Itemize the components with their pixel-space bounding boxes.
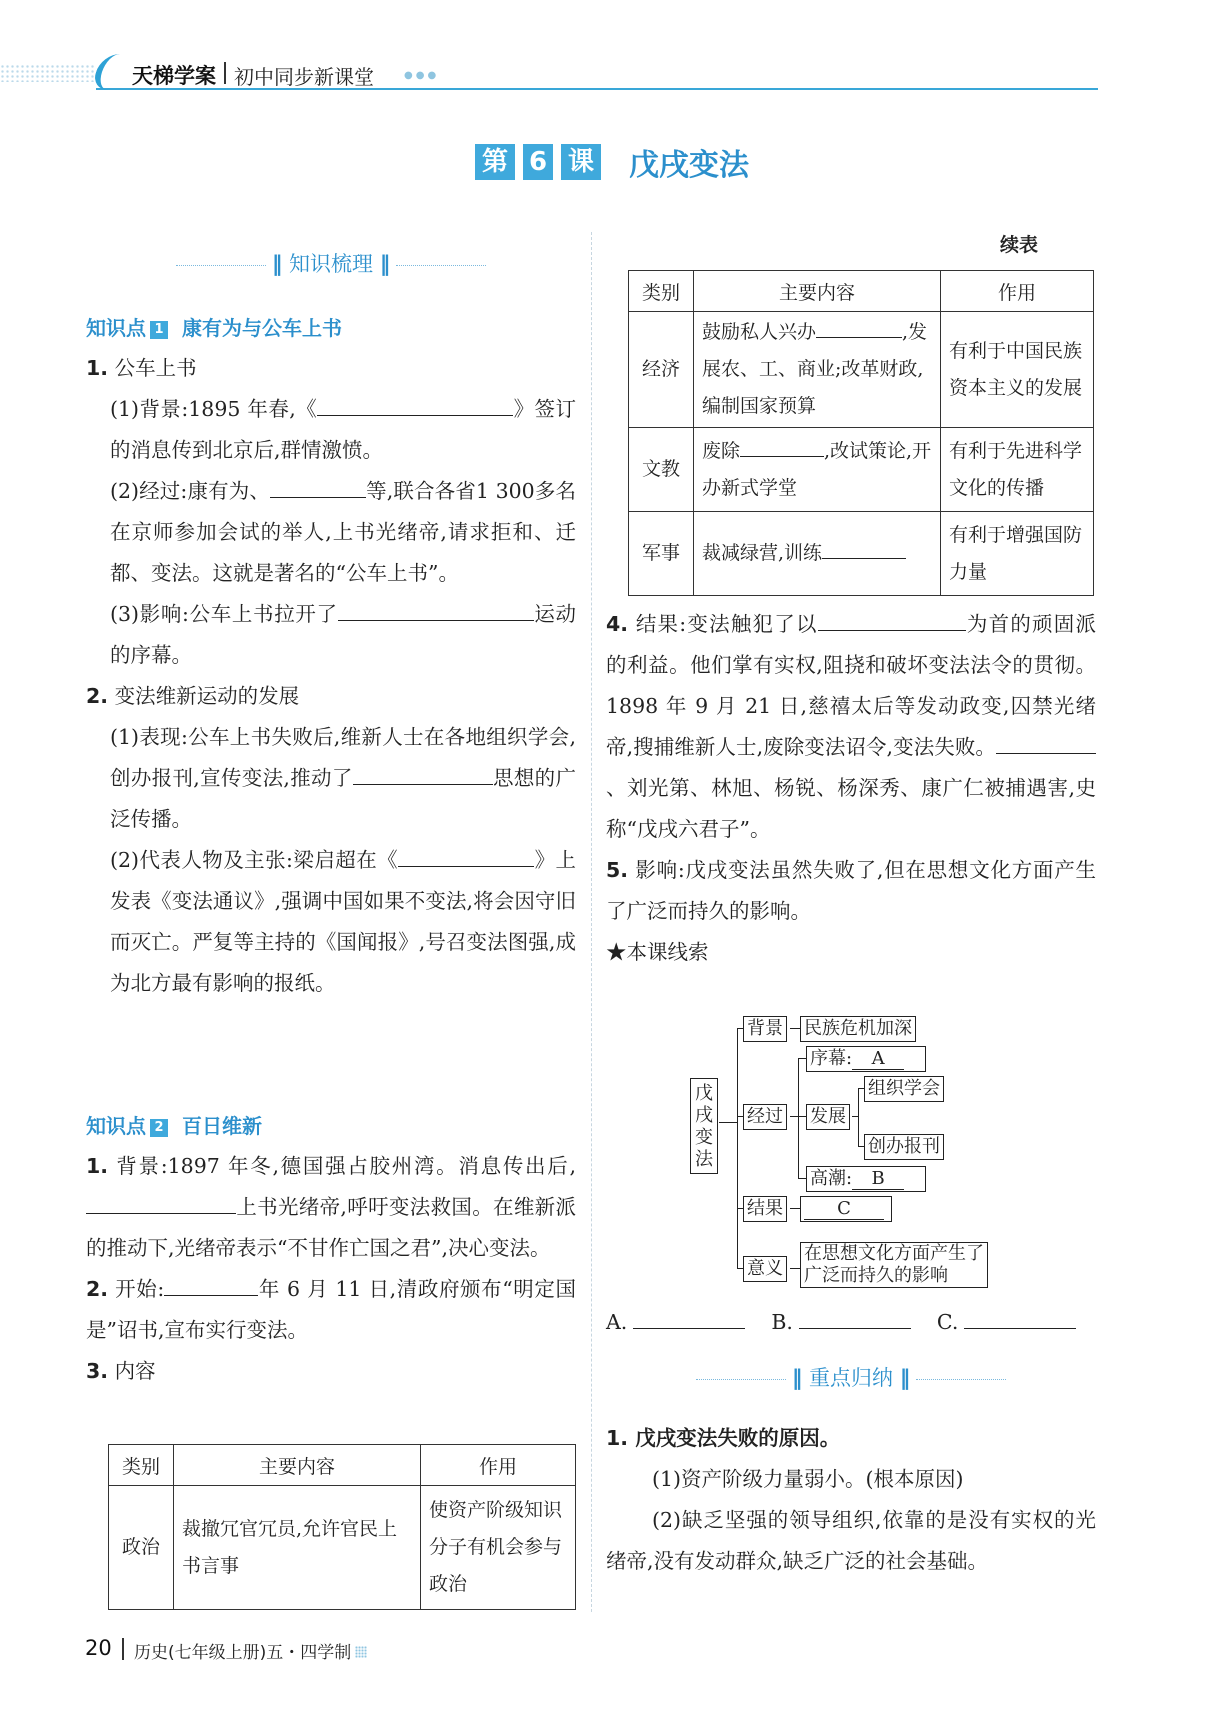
col-header: 主要内容 bbox=[174, 1445, 421, 1486]
cell-content bbox=[694, 428, 941, 512]
connector bbox=[790, 1268, 800, 1269]
text: 上书光绪帝,呼吁变法救国。在维新派的推动下,光绪帝表示“不甘作亡国之君”,决心变法。 bbox=[86, 1195, 576, 1260]
answer-label: B. bbox=[771, 1310, 793, 1334]
cell-effect: 有利于中国民族资本主义的发展 bbox=[941, 312, 1094, 428]
kp-label: 知识点 bbox=[86, 316, 146, 340]
right-content: 4. 结果:变法触犯了以 为首的顽固派的利益。他们掌有实权,阻挠和破坏变法法令的贯彻。1898 年 9 月 21 日,慈禧太后等发动政变,囚禁光绪帝,搜捕维新人士,废除变法诏令,变法失败。、刘光第、林旭、杨锐、杨深秀、康广仁被捕遇害,史称“戊戌六君子”。 5. 影响:戊戌变法虽然失败了,但在思想文化方面产生了广泛而持久的影响。 ★本课线索 bbox=[606, 604, 1096, 973]
fill-blank[interactable] bbox=[816, 315, 902, 338]
column-divider bbox=[591, 232, 592, 1612]
table-continued-label: 续表 bbox=[1000, 234, 1039, 256]
reform-table-part2 bbox=[628, 270, 1094, 596]
table-row bbox=[629, 512, 1094, 596]
cell-content bbox=[694, 312, 941, 428]
kp-title: 百日维新 bbox=[182, 1114, 262, 1138]
blank-c: C bbox=[804, 1199, 884, 1220]
node-result: 结果 bbox=[743, 1196, 787, 1222]
col-header: 作用 bbox=[421, 1445, 576, 1486]
node-significance-value bbox=[800, 1242, 988, 1288]
col-header: 作用 bbox=[941, 271, 1094, 312]
text: (2)经过:康有为、 bbox=[110, 479, 270, 503]
node-background: 背景 bbox=[743, 1016, 787, 1042]
brand-name: 天梯学案 bbox=[132, 64, 216, 88]
lesson-clue-diagram bbox=[690, 1012, 1010, 1292]
connector bbox=[719, 1122, 737, 1123]
cell-category: 文教 bbox=[629, 428, 694, 512]
kp-number: 2 bbox=[150, 1119, 168, 1137]
connector bbox=[790, 1208, 800, 1209]
fill-blank[interactable] bbox=[164, 1269, 258, 1296]
footer-separator bbox=[122, 1638, 124, 1660]
text: 、刘光第、林旭、杨锐、杨深秀、康广仁被捕遇害,史称“戊戌六君子”。 bbox=[606, 776, 1096, 841]
cell-content bbox=[694, 512, 941, 596]
brand-subtitle: 初中同步新课堂 bbox=[234, 65, 374, 89]
kp1-content: 1. 公车上书 (1)背景:1895 年春,《 》签订的消息传到北京后,群情激愤。 (2)经过:康有为、 等,联合各省1 300多名在京师参加会试的举人,上书光绪帝,请求拒和、迁都、变法。这就是著名的“公车上书”。 (3)影响:公车上书拉开了 运动的序幕。 2. 变法维新运动的发展 (1)表现:公车上书失败后,维新人士在各地组织学会,创办报刊,宣传变法,推动了 思想的广泛传播。 (2)代表人物及主张:梁启超在《 》上发表《变法通议》,强调中国如果不变法,将会因守旧而灭亡。严复等主持的《国闻报》,号召变法图强,成为北方最有影响的报纸。 bbox=[86, 356, 577, 995]
text: 广泛而持久的影响 bbox=[804, 1265, 948, 1286]
cell-category: 经济 bbox=[629, 312, 694, 428]
fill-blank[interactable] bbox=[398, 840, 534, 867]
kp2-content: 1. 背景:1897 年冬,德国强占胶州湾。消息传出后,上书光绪帝,呼吁变法救国。在维新派的推动下,光绪帝表示“不甘作亡国之君”,决心变法。 2. 开始: 年 6 月 11 日,清政府颁布“明定国是”诏书,宣布实行变法。 3. 内容 bbox=[86, 1154, 576, 1383]
connector bbox=[737, 1028, 738, 1268]
fill-blank[interactable] bbox=[270, 471, 366, 498]
summary-reason-2: (2)缺乏坚强的领导组织,依靠的是没有实权的光绪帝,没有发动群众,缺乏广泛的社会基础。 bbox=[606, 1508, 1096, 1573]
text: ,发展农、工、商业;改革财政,编制国家预算 bbox=[702, 321, 928, 417]
brand-dots-icon: ●●● bbox=[404, 70, 440, 81]
text: 结果:变法触犯了以 bbox=[635, 612, 818, 636]
text: 开始: bbox=[115, 1277, 165, 1301]
cell-effect: 使资产阶级知识分子有机会参与政治 bbox=[421, 1486, 576, 1610]
brand-separator bbox=[224, 62, 226, 84]
answer-blank-a[interactable] bbox=[633, 1302, 745, 1329]
node-newspapers: 创办报刊 bbox=[864, 1134, 944, 1160]
text: (3)影响:公车上书拉开了 bbox=[110, 602, 338, 626]
answer-blank-c[interactable] bbox=[964, 1302, 1076, 1329]
node-development: 发展 bbox=[806, 1104, 850, 1130]
fill-blank[interactable] bbox=[353, 758, 493, 785]
section-title: 知识梳理 bbox=[289, 252, 373, 276]
fill-blank[interactable] bbox=[822, 536, 906, 559]
label: 序幕: bbox=[810, 1048, 853, 1069]
blank-a: A bbox=[852, 1049, 904, 1070]
col-header: 类别 bbox=[109, 1445, 174, 1486]
section-heading-summary: ‖ 重点归纳 ‖ bbox=[606, 1362, 1096, 1392]
connector bbox=[858, 1088, 859, 1146]
fill-blank[interactable] bbox=[86, 1187, 236, 1214]
node-climax bbox=[806, 1166, 926, 1192]
connector bbox=[798, 1058, 799, 1178]
footer-dots-icon bbox=[355, 1646, 367, 1658]
fill-blank[interactable] bbox=[818, 604, 966, 631]
text: 运动的序幕。 bbox=[110, 602, 577, 667]
page-number: 20 bbox=[85, 1636, 112, 1660]
text: ,改试策论,开办新式学堂 bbox=[702, 439, 932, 499]
node-background-value: 民族危机加深 bbox=[800, 1016, 916, 1042]
text: (1)表现:公车上书失败后,维新人士在各地组织学会,创办报刊,宣传变法,推动了 bbox=[110, 725, 576, 790]
label: 高潮: bbox=[810, 1168, 853, 1189]
node-significance: 意义 bbox=[743, 1256, 787, 1282]
answer-line bbox=[606, 1302, 1076, 1334]
lesson-name: 戊戌变法 bbox=[629, 148, 749, 183]
summary-content: 1. 戊戌变法失败的原因。 (1)资产阶级力量弱小。(根本原因) (2)缺乏坚强的领导组织,依靠的是没有实权的光绪帝,没有发动群众,缺乏广泛的社会基础。 bbox=[606, 1418, 1096, 1582]
connector bbox=[798, 1178, 806, 1179]
answer-blank-b[interactable] bbox=[799, 1302, 911, 1329]
kp-label: 知识点 bbox=[86, 1114, 146, 1138]
col-header: 主要内容 bbox=[694, 271, 941, 312]
connector bbox=[790, 1116, 798, 1117]
cell-effect: 有利于增强国防力量 bbox=[941, 512, 1094, 596]
answer-label: C. bbox=[936, 1310, 959, 1334]
kp-number: 1 bbox=[150, 321, 168, 339]
logo-swoosh-icon bbox=[90, 54, 136, 90]
reform-table-part1 bbox=[108, 1444, 576, 1610]
table-row bbox=[109, 1486, 576, 1610]
knowledge-point-1 bbox=[86, 312, 342, 341]
fill-blank[interactable] bbox=[338, 594, 534, 621]
fill-blank[interactable] bbox=[740, 434, 824, 457]
summary-reason-1: (1)资产阶级力量弱小。(根本原因) bbox=[652, 1467, 964, 1491]
diagram-root: 戊戌变法 bbox=[690, 1078, 718, 1174]
text: 》签订的消息传到北京后,群情激愤。 bbox=[110, 397, 576, 462]
lesson-suffix: 课 bbox=[561, 144, 601, 180]
item-title: 公车上书 bbox=[114, 356, 197, 380]
dot-pattern bbox=[0, 64, 96, 82]
node-societies: 组织学会 bbox=[864, 1076, 944, 1102]
col-header: 类别 bbox=[629, 271, 694, 312]
section-title: 重点归纳 bbox=[809, 1366, 893, 1390]
footer-book bbox=[134, 1638, 367, 1663]
item-title: 变法维新运动的发展 bbox=[114, 684, 300, 708]
connector bbox=[790, 1028, 800, 1029]
lesson-number: 6 bbox=[523, 144, 553, 180]
text: 》上发表《变法通议》,强调中国如果不变法,将会因守旧而灭亡。严复等主持的《国闻报》,号召变法图强,成为北方最有影响的报纸。 bbox=[110, 848, 577, 995]
connector bbox=[798, 1058, 806, 1059]
answer-label: A. bbox=[606, 1310, 628, 1334]
text: 为首的顽固派的利益。他们掌有实权,阻挠和破坏变法法令的贯彻。1898 年 9 月 21 日,慈禧太后等发动政变,囚禁光绪帝,搜捕维新人士,废除变法诏令,变法失败。 bbox=[606, 612, 1096, 759]
item-title: 内容 bbox=[114, 1359, 156, 1383]
cell-content: 裁撤冗官冗员,允许官民上书言事 bbox=[174, 1486, 421, 1610]
blank-b: B bbox=[852, 1169, 904, 1190]
node-process: 经过 bbox=[743, 1104, 787, 1130]
text: 废除 bbox=[702, 439, 741, 462]
node-result-value bbox=[800, 1196, 892, 1222]
text: 鼓励私人兴办 bbox=[702, 321, 817, 343]
fill-blank[interactable] bbox=[317, 389, 513, 416]
text: 等,联合各省1 300多名在京师参加会试的举人,上书光绪帝,请求拒和、迁都、变法。这就是著名的“公车上书”。 bbox=[110, 479, 576, 585]
lesson-prefix: 第 bbox=[475, 144, 515, 180]
cell-category: 政治 bbox=[109, 1486, 174, 1610]
text: (2)代表人物及主张:梁启超在《 bbox=[110, 848, 399, 872]
section-heading-knowledge: ‖ 知识梳理 ‖ bbox=[86, 248, 576, 278]
text: 在思想文化方面产生了 bbox=[804, 1243, 984, 1264]
text: (1)背景:1895 年春,《 bbox=[110, 397, 318, 421]
footer-book-title: 历史(七年级上册)五・四学制 bbox=[134, 1643, 352, 1663]
cell-category: 军事 bbox=[629, 512, 694, 596]
header-bar bbox=[0, 58, 1098, 92]
cell-effect: 有利于先进科学文化的传播 bbox=[941, 428, 1094, 512]
table-row bbox=[629, 312, 1094, 428]
text: 裁减绿营,训练 bbox=[702, 542, 823, 564]
text: 影响:戊戌变法虽然失败了,但在思想文化方面产生了广泛而持久的影响。 bbox=[606, 858, 1096, 923]
lesson-title bbox=[0, 140, 1224, 184]
knowledge-point-2 bbox=[86, 1110, 262, 1139]
node-prelude bbox=[806, 1046, 926, 1072]
kp-title: 康有为与公车上书 bbox=[182, 316, 342, 340]
fill-blank[interactable] bbox=[996, 727, 1096, 754]
connector bbox=[798, 1116, 806, 1117]
text: 思想的广泛传播。 bbox=[110, 766, 576, 831]
text: 背景:1897 年冬,德国强占胶州湾。消息传出后, bbox=[116, 1154, 576, 1178]
text: 年 6 月 11 日,清政府颁布“明定国是”诏书,宣布实行变法。 bbox=[86, 1277, 576, 1342]
table-row bbox=[629, 428, 1094, 512]
summary-question: 戊戌变法失败的原因。 bbox=[635, 1426, 841, 1450]
clue-heading: ★本课线索 bbox=[606, 940, 709, 964]
